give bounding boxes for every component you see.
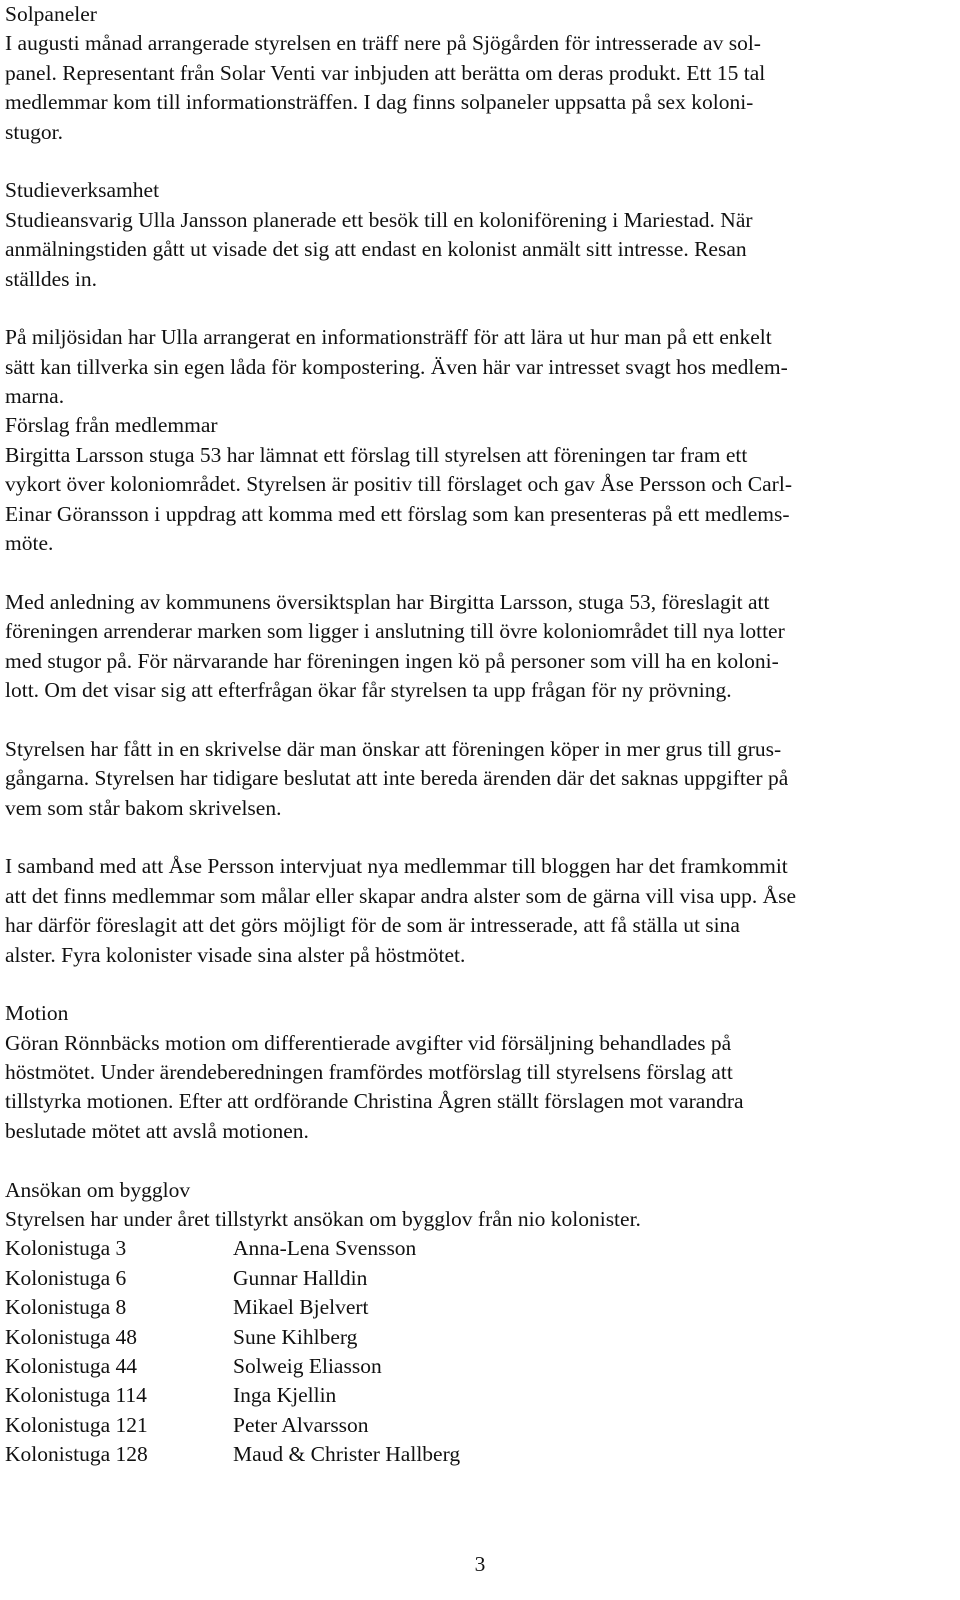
stuga-label: Kolonistuga 128 <box>5 1442 148 1467</box>
motion-line-2: höstmötet. Under ärendeberedningen framfördes motförslag till styrelsens förslag att <box>5 1060 733 1085</box>
solpaneler-line-1: I augusti månad arrangerade styrelsen en träff nere på Sjögården för intresserade av sol- <box>5 31 761 56</box>
forslag-p1-line-4: möte. <box>5 531 54 556</box>
heading-studieverksamhet: Studieverksamhet <box>5 178 160 203</box>
forslag-p4-line-1: I samband med att Åse Persson intervjuat nya medlemmar till bloggen har det framkommit <box>5 854 788 879</box>
miljo-line-3: marna. <box>5 384 65 409</box>
forslag-p4-line-4: alster. Fyra kolonister visade sina alster på höstmötet. <box>5 942 466 967</box>
forslag-p1-line-1: Birgitta Larsson stuga 53 har lämnat ett förslag till styrelsen att föreningen tar fram ett <box>5 442 748 467</box>
stuga-label: Kolonistuga 114 <box>5 1383 147 1408</box>
stuga-label: Kolonistuga 6 <box>5 1265 127 1290</box>
motion-line-3: tillstyrka motionen. Efter att ordförande Christina Ågren ställt förslagen mot varandra <box>5 1089 744 1114</box>
forslag-p3-line-2: gångarna. Styrelsen har tidigare beslutat att inte bereda ärenden där det saknas uppgifter på <box>5 766 789 791</box>
stuga-label: Kolonistuga 3 <box>5 1236 127 1261</box>
owner-name: Mikael Bjelvert <box>233 1295 369 1320</box>
studie-line-1: Studieansvarig Ulla Jansson planerade ett besök till en koloniförening i Mariestad. När <box>5 207 753 232</box>
forslag-p3-line-3: vem som står bakom skrivelsen. <box>5 795 282 820</box>
owner-name: Sune Kihlberg <box>233 1324 358 1349</box>
studie-line-2: anmälningstiden gått ut visade det sig att endast en kolonist anmält sitt intresse. Resan <box>5 237 747 262</box>
forslag-p2-line-4: lott. Om det visar sig att efterfrågan ökar får styrelsen ta upp frågan för ny prövning. <box>5 677 732 702</box>
solpaneler-line-2: panel. Representant från Solar Venti var inbjuden att berätta om deras produkt. Ett 15 tal <box>5 60 766 85</box>
heading-solpaneler: Solpaneler <box>5 2 97 26</box>
miljo-line-2: sätt kan tillverka sin egen låda för kompostering. Även här var intresset svagt hos medlem- <box>5 354 788 379</box>
stuga-label: Kolonistuga 48 <box>5 1324 137 1349</box>
list-item <box>5 1440 945 1469</box>
bygglov-intro: Styrelsen har under året tillstyrkt ansökan om bygglov från nio kolonister. <box>5 1207 641 1232</box>
solpaneler-line-3: medlemmar kom till informationsträffen. I dag finns solpaneler uppsatta på sex koloni- <box>5 90 754 115</box>
owner-name: Anna-Lena Svensson <box>233 1236 417 1261</box>
list-item <box>5 1411 945 1440</box>
owner-name: Inga Kjellin <box>233 1383 337 1408</box>
motion-line-1: Göran Rönnbäcks motion om differentierade avgifter vid försäljning behandlades på <box>5 1030 732 1055</box>
forslag-p4-line-3: har därför föreslagit att det görs möjligt för de som är intresserade, att få ställa ut sina <box>5 913 740 938</box>
miljo-line-1: På miljösidan har Ulla arrangerat en informationsträff för att lära ut hur man på ett enkelt <box>5 325 772 350</box>
motion-line-4: beslutade mötet att avslå motionen. <box>5 1118 309 1143</box>
heading-bygglov: Ansökan om bygglov <box>5 1177 191 1202</box>
forslag-p3-line-1: Styrelsen har fått in en skrivelse där man önskar att föreningen köper in mer grus till grus- <box>5 736 782 761</box>
forslag-p2-line-2: föreningen arrenderar marken som ligger i anslutning till övre koloniområdet till nya lotter <box>5 619 785 644</box>
forslag-p4-line-2: att det finns medlemmar som målar eller skapar andra alster som de gärna vill visa upp. Åse <box>5 883 797 908</box>
list-item <box>5 1352 945 1381</box>
list-item <box>5 1381 945 1410</box>
list-item <box>5 1234 945 1263</box>
owner-name: Peter Alvarsson <box>233 1412 369 1437</box>
owner-name: Maud & Christer Hallberg <box>233 1442 461 1467</box>
forslag-p1-line-3: Einar Göransson i uppdrag att komma med ett förslag som kan presenteras på ett medlems- <box>5 501 790 526</box>
stuga-label: Kolonistuga 8 <box>5 1295 127 1320</box>
heading-motion: Motion <box>5 1001 69 1026</box>
stuga-label: Kolonistuga 121 <box>5 1412 148 1437</box>
forslag-p2-line-3: med stugor på. För närvarande har föreningen ingen kö på personer som vill ha en koloni- <box>5 648 779 673</box>
forslag-p1-line-2: vykort över koloniområdet. Styrelsen är positiv till förslaget och gav Åse Persson och Carl- <box>5 472 792 497</box>
owner-name: Gunnar Halldin <box>233 1265 368 1290</box>
list-item <box>5 1264 945 1293</box>
list-item <box>5 1293 945 1322</box>
page-number: 3 <box>474 1552 486 1576</box>
forslag-p2-line-1: Med anledning av kommunens översiktsplan har Birgitta Larsson, stuga 53, föreslagit att <box>5 589 770 614</box>
stuga-label: Kolonistuga 44 <box>5 1353 137 1378</box>
list-item <box>5 1323 945 1352</box>
document-page <box>5 0 945 1470</box>
owner-name: Solweig Eliasson <box>233 1353 382 1378</box>
solpaneler-line-4: stugor. <box>5 119 63 144</box>
heading-forslag: Förslag från medlemmar <box>5 413 218 438</box>
studie-line-3: ställdes in. <box>5 266 97 291</box>
